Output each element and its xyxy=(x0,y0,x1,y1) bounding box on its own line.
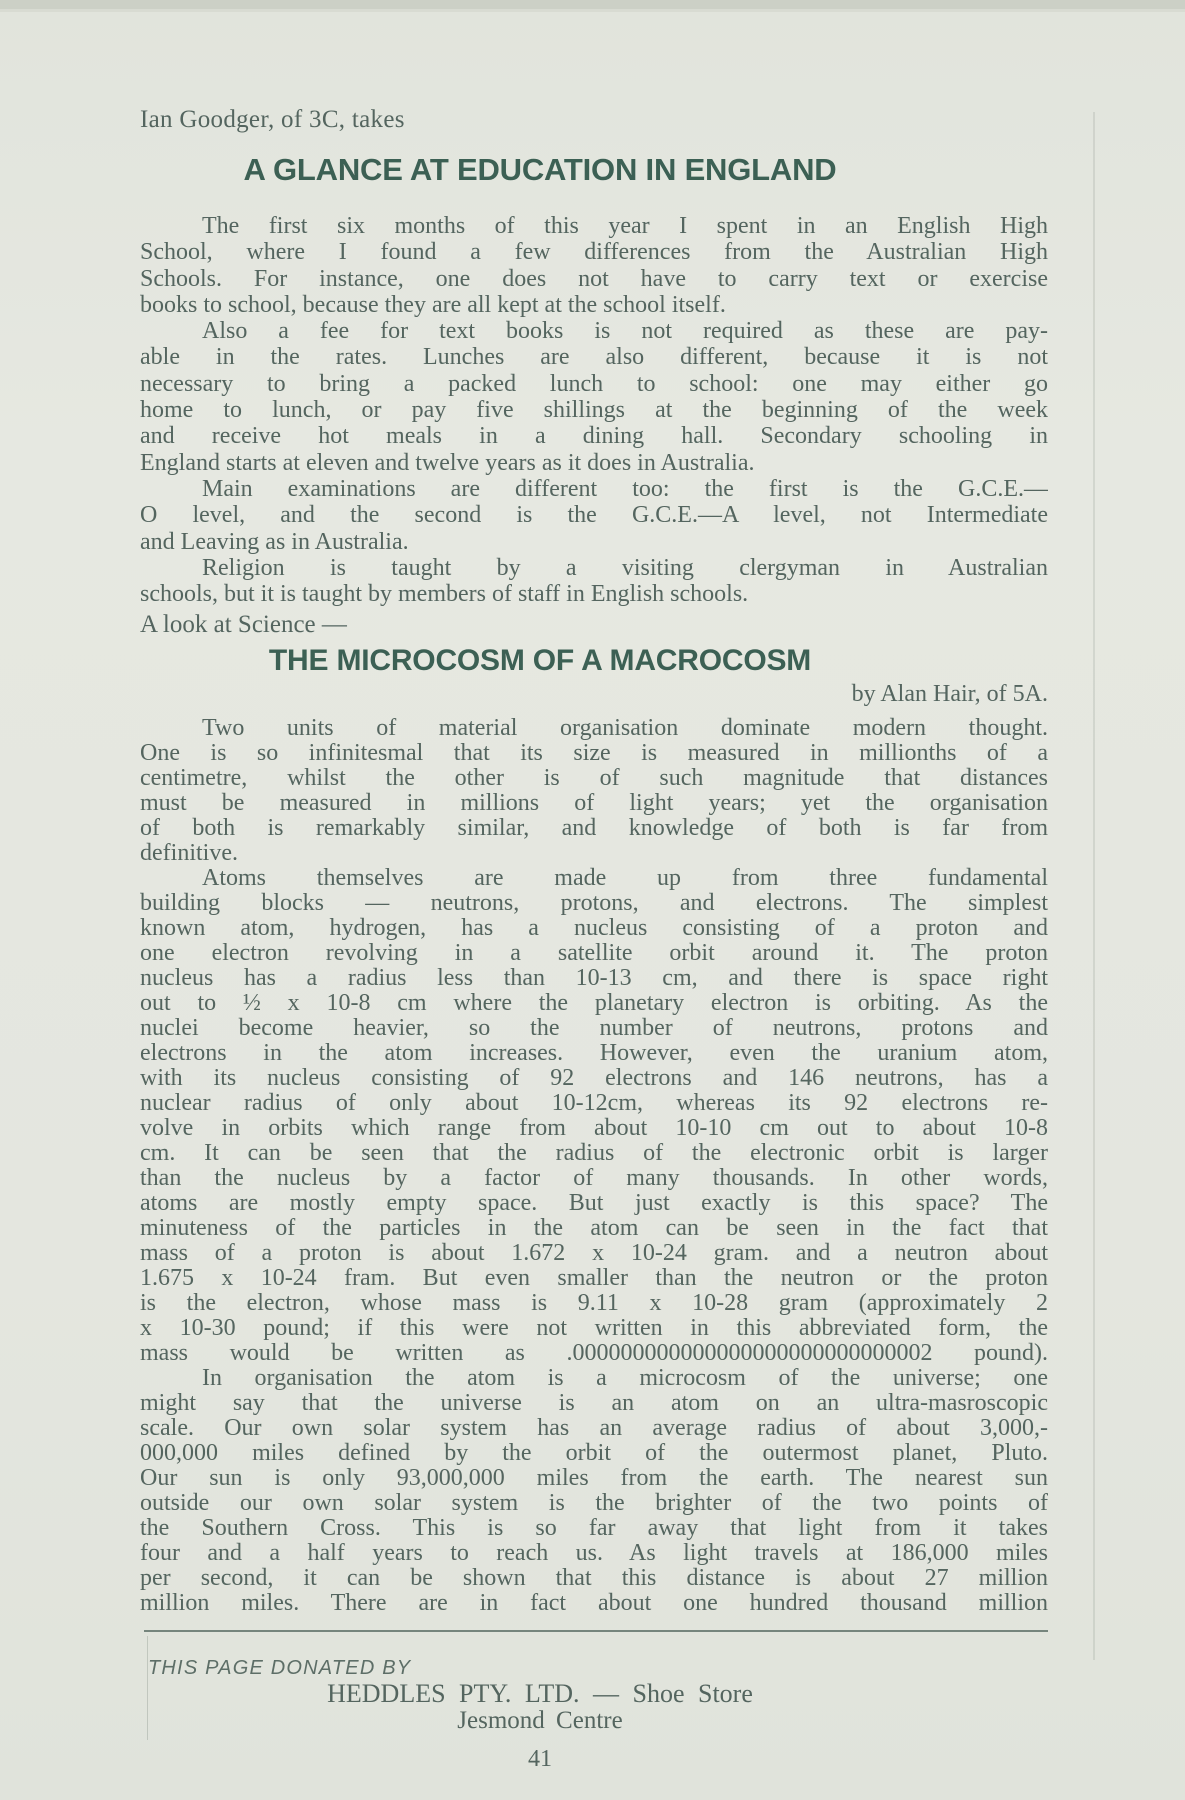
text-line: centimetre, whilst the other is of such magnitude that distances xyxy=(140,766,1048,791)
text-line: the Southern Cross. This is so far away that light from it takes xyxy=(140,1516,1048,1541)
donor-name: HEDDLES PTY. LTD. — Shoe Store xyxy=(327,1679,753,1708)
text-line: Religion is taught by a visiting clergyman in Australian xyxy=(202,554,1048,581)
text-line: and Leaving as in Australia. xyxy=(140,528,409,555)
text-line: minuteness of the particles in the atom can be seen in the fact that xyxy=(140,1216,1048,1241)
text-line: cm. It can be seen that the radius of the electronic orbit is larger xyxy=(140,1141,1048,1166)
text-line: In organisation the atom is a microcosm of the universe; one xyxy=(202,1366,1048,1391)
text-line: England starts at eleven and twelve years as it does in Australia. xyxy=(140,449,755,476)
text-line: Also a fee for text books is not required as these are pay- xyxy=(202,318,1048,345)
text-line: building blocks — neutrons, protons, and electrons. The simplest xyxy=(140,891,1048,916)
text-line: scale. Our own solar system has an average radius of about 3,000,- xyxy=(140,1416,1048,1441)
text-line: Two units of material organisation dominate modern thought. xyxy=(202,716,1048,741)
text-line: outside our own solar system is the brighter of the two points of xyxy=(140,1491,1048,1516)
text-line: one electron revolving in a satellite orbit around it. The proton xyxy=(140,941,1048,966)
text-line: of both is remarkably similar, and knowledge of both is far from xyxy=(140,816,1048,841)
text-line: 000,000 miles defined by the orbit of the outermost planet, Pluto. xyxy=(140,1441,1048,1466)
text-line: Schools. For instance, one does not have to carry text or exercise xyxy=(140,265,1048,292)
text-line: Atoms themselves are made up from three fundamental xyxy=(202,866,1048,891)
science-body xyxy=(140,716,1048,1616)
text-line: than the nucleus by a factor of many thousands. In other words, xyxy=(140,1166,1048,1191)
text-line: books to school, because they are all kept at the school itself. xyxy=(140,291,726,318)
text-line: The first six months of this year I spent in an English High xyxy=(202,213,1048,239)
text-line: with its nucleus consisting of 92 electrons and 146 neutrons, has a xyxy=(140,1066,1048,1091)
article1-body xyxy=(140,213,1048,607)
article1-title: A GLANCE AT EDUCATION IN ENGLAND xyxy=(243,152,837,187)
text-line: known atom, hydrogen, has a nucleus consisting of a proton and xyxy=(140,916,1048,941)
text-line: and receive hot meals in a dining hall. Secondary schooling in xyxy=(140,423,1048,450)
text-line: Our sun is only 93,000,000 miles from the earth. The nearest sun xyxy=(140,1466,1048,1491)
text-line: atoms are mostly empty space. But just exactly is this space? The xyxy=(140,1191,1048,1216)
text-line: per second, it can be shown that this distance is about 27 million xyxy=(140,1566,1048,1591)
text-line: electrons in the atom increases. However, even the uranium atom, xyxy=(140,1041,1048,1066)
text-line: four and a half years to reach us. As light travels at 186,000 miles xyxy=(140,1541,1048,1566)
text-line: out to ½ x 10-8 cm where the planetary electron is orbiting. As the xyxy=(140,991,1048,1016)
text-line: might say that the universe is an atom on an ultra-masroscopic xyxy=(140,1391,1048,1416)
text-line: million miles. There are in fact about one hundred thousand million xyxy=(140,1591,1048,1616)
text-line: nucleus has a radius less than 10-13 cm, and there is space right xyxy=(140,966,1048,991)
donor-location: Jesmond Centre xyxy=(457,1707,623,1734)
text-line: is the electron, whose mass is 9.11 x 10-28 gram (approximately 2 xyxy=(140,1291,1048,1316)
text-line: mass would be written as .000000000000000000000000000002 pound). xyxy=(140,1341,1048,1366)
text-line: 1.675 x 10-24 fram. But even smaller than the neutron or the proton xyxy=(140,1266,1048,1291)
text-line: necessary to bring a packed lunch to school: one may either go xyxy=(140,370,1048,397)
science-byline: by Alan Hair, of 5A. xyxy=(851,681,1048,707)
text-column xyxy=(140,0,1048,1800)
text-line: School, where I found a few differences from the Australian High xyxy=(140,239,1048,266)
page-number: 41 xyxy=(528,1746,552,1772)
science-lead-in: A look at Science — xyxy=(140,611,347,638)
text-line: One is so infinitesmal that its size is measured in millionths of a xyxy=(140,741,1048,766)
text-line: definitive. xyxy=(140,841,238,866)
text-line: mass of a proton is about 1.672 x 10-24 gram. and a neutron about xyxy=(140,1241,1048,1266)
text-line: O level, and the second is the G.C.E.—A level, not Intermediate xyxy=(140,502,1048,529)
text-line: schools, but it is taught by members of staff in English schools. xyxy=(140,581,749,608)
text-line: volve in orbits which range from about 10-10 cm out to about 10-8 xyxy=(140,1116,1048,1141)
text-line: nuclei become heavier, so the number of neutrons, protons and xyxy=(140,1016,1048,1041)
text-line: nuclear radius of only about 10-12cm, whereas its 92 electrons re- xyxy=(140,1091,1048,1116)
science-title: THE MICROCOSM OF A MACROCOSM xyxy=(268,644,812,677)
text-line: able in the rates. Lunches are also different, because it is not xyxy=(140,344,1048,371)
page-edge-line-right xyxy=(1093,112,1095,1660)
text-line: Main examinations are different too: the first is the G.C.E.— xyxy=(202,475,1048,502)
donation-label: THIS PAGE DONATED BY xyxy=(148,1657,412,1679)
footer-rule xyxy=(144,1630,1048,1632)
text-line: x 10-30 pound; if this were not written in this abbreviated form, the xyxy=(140,1316,1048,1341)
text-line: home to lunch, or pay five shillings at the beginning of the week xyxy=(140,397,1048,424)
article1-kicker: Ian Goodger, of 3C, takes xyxy=(140,106,405,133)
text-line: must be measured in millions of light years; yet the organisation xyxy=(140,791,1048,816)
